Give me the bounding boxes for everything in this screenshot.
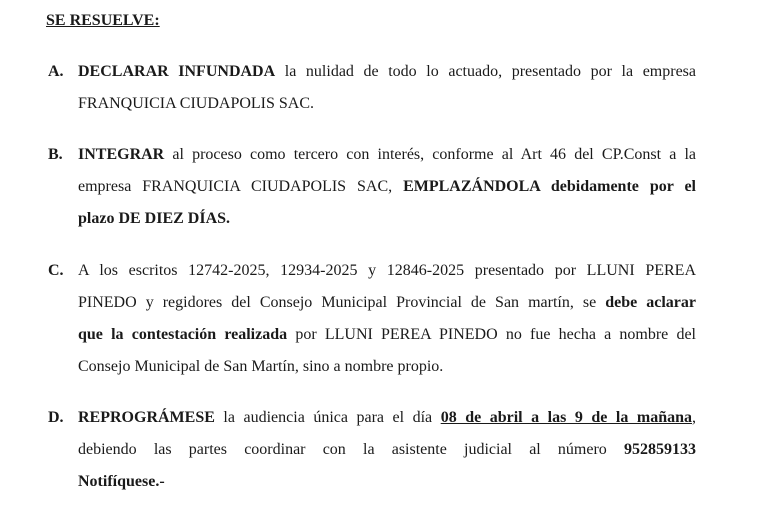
item-letter: D.: [48, 409, 64, 426]
item-line: [78, 203, 696, 235]
item-body: [78, 139, 696, 235]
hearing-date: 08 de abril a las 9 de la mañana: [440, 409, 692, 426]
item-line: [78, 56, 696, 88]
item-body: [78, 56, 696, 120]
item-line: [78, 88, 696, 120]
item-letter: A.: [48, 63, 64, 80]
item-line: [78, 319, 696, 351]
resolution-item-a: [48, 56, 696, 120]
phone-number: 952859133: [624, 441, 696, 458]
bold-text: plazo DE DIEZ DÍAS.: [78, 210, 231, 227]
plain-text: por LLUNI PEREA PINEDO no fue hecha a nombre del: [287, 326, 697, 343]
plain-text: Consejo Municipal de San Martín, sino a nombre propio.: [78, 358, 444, 375]
item-line: [78, 139, 696, 171]
item-line: [78, 466, 696, 498]
bold-text: EMPLAZÁNDOLA debidamente por el: [403, 178, 697, 195]
plain-text: empresa FRANQUICIA CIUDAPOLIS SAC,: [78, 178, 404, 195]
item-line: [78, 171, 696, 203]
plain-text: PINEDO y regidores del Consejo Municipal Provincial de San martín, se: [78, 294, 606, 311]
plain-text: la nulidad de todo lo actuado, presentado por la empresa: [275, 63, 697, 80]
plain-text: al proceso como tercero con interés, conforme al Art 46 del CP.Const a la: [164, 146, 696, 163]
item-line: [78, 287, 696, 319]
bold-text: Notifíquese.-: [78, 473, 165, 490]
bold-text: DECLARAR INFUNDADA: [78, 63, 276, 80]
item-line: [78, 434, 696, 466]
item-line: [78, 402, 696, 434]
plain-text: la audiencia única para el día: [214, 409, 441, 426]
bold-text: que la contestación realizada: [78, 326, 288, 343]
bold-text: REPROGRÁMESE: [78, 409, 215, 426]
item-body: [78, 402, 696, 498]
item-body: [78, 255, 696, 383]
resolution-item-c: [48, 255, 696, 383]
resolution-heading: SE RESUELVE:: [46, 12, 160, 29]
bold-text: debe aclarar: [605, 294, 696, 311]
resolution-item-b: [48, 139, 696, 235]
plain-text: ,: [692, 409, 696, 426]
item-letter: C.: [48, 262, 64, 279]
bold-text: INTEGRAR: [78, 146, 165, 163]
item-letter: B.: [48, 146, 63, 163]
plain-text: FRANQUICIA CIUDAPOLIS SAC.: [78, 95, 315, 112]
item-line: [78, 351, 696, 383]
resolution-item-d: [48, 402, 696, 498]
plain-text: A los escritos 12742-2025, 12934-2025 y 12846-2025 presentado por LLUNI PEREA: [78, 262, 696, 279]
item-line: [78, 255, 696, 287]
plain-text: debiendo las partes coordinar con la asistente judicial al número: [78, 441, 624, 458]
